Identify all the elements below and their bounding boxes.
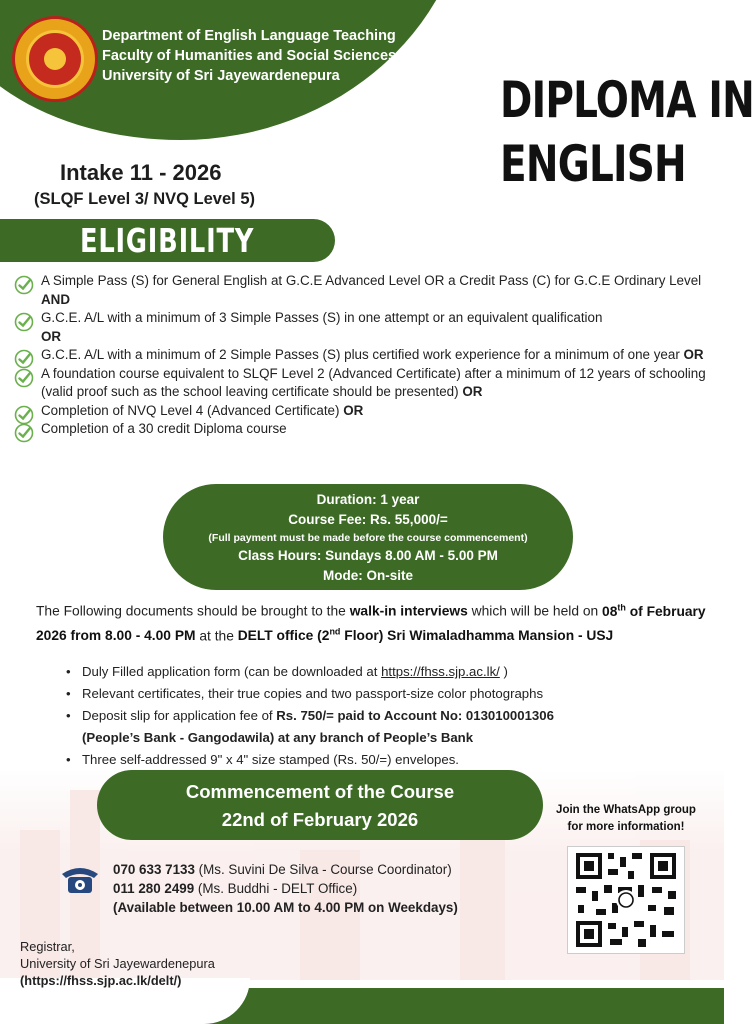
eligibility-list	[14, 272, 714, 439]
qr-code-icon	[568, 847, 684, 953]
contact-line: 011 280 2499 (Ms. Buddhi - DELT Office)	[113, 881, 358, 896]
eligibility-item: A foundation course equivalent to SLQF Level 2 (Advanced Certificate) after a minimum of 12 years of schooling (valid proof such as the school leaving certificate should be presented) OR	[14, 365, 714, 402]
intake-label: Intake 11 - 2026	[60, 160, 222, 185]
connector-or: OR	[41, 328, 62, 344]
eligibility-item: Completion of a 30 credit Diploma course	[14, 420, 714, 439]
list-item: • Duly Filled application form (can be downloaded at https://fhss.sjp.ac.lk/ )	[66, 661, 706, 683]
connector-or: OR	[462, 384, 483, 399]
eligibility-item: G.C.E. A/L with a minimum of 3 Simple Passes (S) in one attempt or an equivalent qualification	[14, 309, 714, 328]
eligibility-heading: ELIGIBILITY	[80, 221, 255, 260]
contact-line: 070 633 7133 (Ms. Suvini De Silva - Course Coordinator)	[113, 862, 452, 877]
list-item-continuation: (People’s Bank - Gangodawila) at any branch of People’s Bank	[82, 730, 474, 745]
university-logo	[12, 16, 98, 102]
level-label: (SLQF Level 3/ NVQ Level 5)	[34, 190, 255, 208]
documents-list	[66, 661, 706, 771]
list-item: • Relevant certificates, their true copies and two passport-size color photographs	[66, 683, 706, 705]
course-fee: Course Fee: Rs. 55,000/=	[288, 512, 448, 527]
contact-hours: (Available between 10.00 AM to 4.00 PM on Weekdays)	[113, 900, 458, 915]
list-item: • Three self-addressed 9" x 4" size stamped (Rs. 50/=) envelopes.	[66, 749, 706, 771]
documents-intro: The Following documents should be brought to the walk-in interviews which will be held on 08th of February 2026 from 8.00 - 4.00 PM at the DELT office (2nd Floor) Sri Wimaladhamma Mansion - USJ	[36, 602, 706, 644]
class-hours: Class Hours: Sundays 8.00 AM - 5.00 PM	[238, 548, 498, 563]
commencement-title: Commencement of the Course	[185, 781, 455, 802]
phone-number[interactable]: 011 280 2499	[113, 881, 195, 896]
course-info-box	[163, 484, 573, 590]
eligibility-item: Completion of NVQ Level 4 (Advanced Certificate) OR	[14, 402, 714, 421]
phone-number[interactable]: 070 633 7133	[113, 862, 195, 877]
check-icon	[14, 368, 34, 388]
commencement-date: 22nd of February 2026	[221, 809, 419, 830]
page-title: DIPLOMA IN ENGLISH	[500, 71, 754, 193]
download-link[interactable]: https://fhss.sjp.ac.lk/	[381, 664, 500, 679]
eligibility-item: A Simple Pass (S) for General English at G.C.E Advanced Level OR a Credit Pass (C) for G.C.E Ordinary Level	[14, 272, 714, 291]
phone-icon	[58, 862, 102, 896]
connector-or: OR	[343, 402, 364, 418]
check-icon	[14, 275, 34, 295]
fee-note: (Full payment must be made before the course commencement)	[208, 532, 528, 544]
organization-names	[102, 26, 396, 86]
check-icon	[14, 423, 34, 443]
university-name: University of Sri Jayewardenepura	[102, 68, 340, 84]
connector-or: OR	[683, 347, 704, 362]
mode: Mode: On-site	[323, 568, 413, 583]
eligibility-item: G.C.E. A/L with a minimum of 2 Simple Passes (S) plus certified work experience for a minimum of one year OR	[14, 346, 714, 365]
contact-details	[113, 860, 458, 917]
whatsapp-note: Join the WhatsApp group for more information!	[556, 804, 696, 833]
faculty-name: Faculty of Humanities and Social Sciences	[102, 48, 397, 64]
duration: Duration: 1 year	[316, 492, 420, 507]
interview-location: DELT office (2nd Floor) Sri Wimaladhamma Mansion - USJ	[237, 626, 614, 644]
website-link[interactable]: (https://fhss.sjp.ac.lk/delt/)	[20, 973, 182, 988]
interview-date: 08th of February 2026 from 8.00 - 4.00 PM	[36, 602, 706, 644]
registrar-address: Registrar, University of Sri Jayewardenepura (https://fhss.sjp.ac.lk/delt/)	[20, 939, 215, 988]
connector-and: AND	[41, 291, 71, 307]
qr-code[interactable]	[567, 846, 685, 954]
commencement-box	[97, 770, 543, 840]
department-name: Department of English Language Teaching	[102, 28, 396, 44]
check-icon	[14, 312, 34, 332]
list-item: • Deposit slip for application fee of Rs. 750/= paid to Account No: 013010001306	[66, 705, 706, 727]
